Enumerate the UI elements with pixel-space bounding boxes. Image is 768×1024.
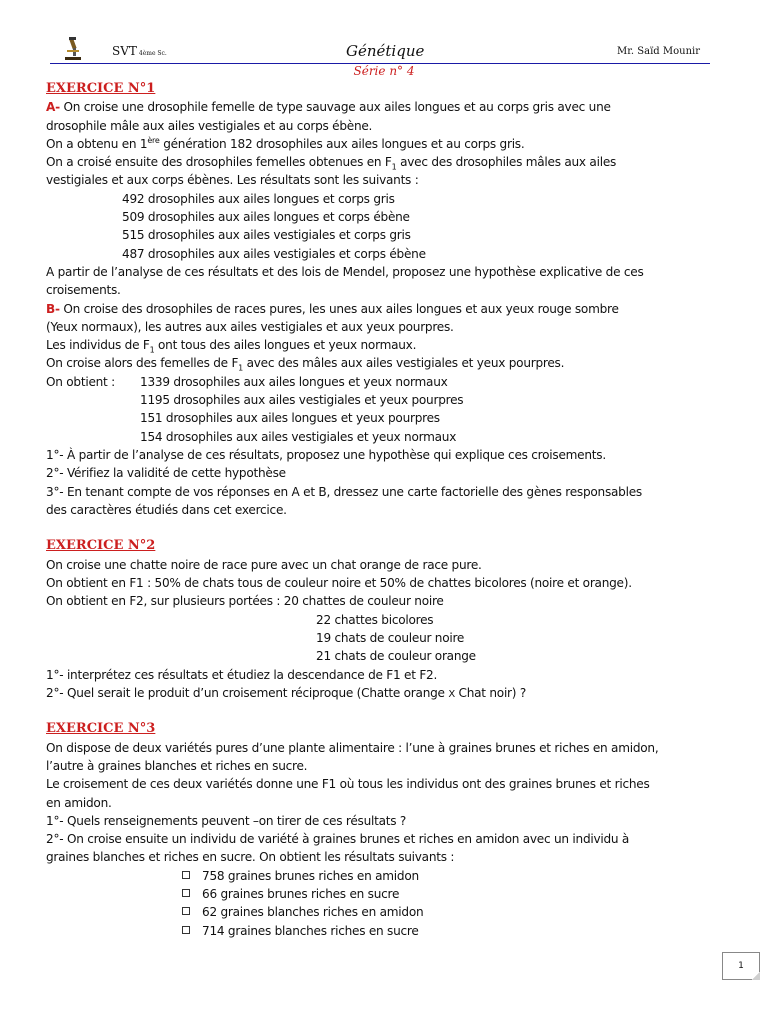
page-number: 1 — [722, 952, 760, 980]
result-item: On obtient : 1339 drosophiles aux ailes longues et yeux normaux — [46, 374, 448, 389]
exercise-2-heading: EXERCICE N°2 — [46, 538, 156, 554]
cross-symbol: X — [448, 688, 455, 700]
section-label: B- — [46, 301, 60, 316]
list-item: 62 graines blanches riches en amidon — [46, 903, 736, 921]
paragraph-line: croisements. — [46, 283, 121, 298]
question-line: des caractères étudiés dans cet exercice. — [46, 502, 287, 517]
paragraph-line: On a croisé ensuite des drosophiles femelles obtenues en $F_1$ avec des drosophiles mâles aux ailes — [46, 155, 617, 172]
page-header — [50, 36, 710, 64]
question-line: 2°- Quel serait le produit d’un croisement réciproque (Chatte orange X Chat noir) ? — [46, 685, 527, 700]
serie-label: Série n° 4 — [353, 64, 415, 78]
document-body — [46, 80, 736, 940]
question-line: 1°- À partir de l’analyse de ces résultats, proposez une hypothèse qui explique ces croisements. — [46, 447, 606, 462]
result-item: 21 chats de couleur orange — [316, 649, 476, 664]
result-item: 154 drosophiles aux ailes vestigiales et yeux normaux — [140, 429, 457, 444]
paragraph-line: On croise alors des femelles de $F_1$ avec des mâles aux ailes vestigiales et yeux pourpres. — [46, 356, 565, 373]
paragraph-line: (Yeux normaux), les autres aux ailes vestigiales et aux yeux pourpres. — [46, 319, 454, 334]
subject-label: SVT 4ème Sc. — [112, 44, 167, 58]
author-name: Mr. Saïd Mounir — [617, 46, 700, 57]
result-item: 22 chattes bicolores — [316, 612, 434, 627]
checkbox-bullet-icon — [182, 907, 190, 915]
result-item: 487 drosophiles aux ailes vestigiales et corps ébène — [122, 246, 426, 261]
result-item: 515 drosophiles aux ailes vestigiales et corps gris — [122, 228, 411, 243]
result-item: 151 drosophiles aux ailes longues et yeux pourpres — [140, 411, 440, 426]
result-item: 509 drosophiles aux ailes longues et corps ébène — [122, 210, 410, 225]
paragraph-line: A- On croise une drosophile femelle de type sauvage aux ailes longues et au corps gris avec une — [46, 100, 611, 115]
paragraph-line: l’autre à graines blanches et riches en sucre. — [46, 758, 308, 773]
page-title: Génétique — [346, 42, 425, 60]
checkbox-bullet-icon — [182, 871, 190, 879]
paragraph-line: On dispose de deux variétés pures d’une plante alimentaire : l’une à graines brunes et riches en amidon, — [46, 740, 659, 755]
list-item: 758 graines brunes riches en amidon — [46, 867, 736, 885]
question-line: 2°- On croise ensuite un individu de variété à graines brunes et riches en amidon avec un individu à — [46, 832, 630, 847]
exercise-3-heading: EXERCICE N°3 — [46, 721, 156, 737]
paragraph-line: drosophile mâle aux ailes vestigiales et au corps ébène. — [46, 118, 373, 133]
result-item: On obtient en F2, sur plusieurs portées : 20 chattes de couleur noire — [46, 594, 444, 609]
microscope-icon — [62, 36, 84, 62]
question-line: graines blanches et riches en sucre. On obtient les résultats suivants : — [46, 850, 455, 865]
question-line: 2°- Vérifiez la validité de cette hypothèse — [46, 466, 286, 481]
exercise-1-heading: EXERCICE N°1 — [46, 81, 156, 96]
paragraph-line: en amidon. — [46, 795, 112, 810]
checkbox-bullet-icon — [182, 926, 190, 934]
question-line: 1°- interprétez ces résultats et étudiez la descendance de F1 et F2. — [46, 667, 438, 682]
paragraph-line: On obtient en F1 : 50% de chats tous de couleur noire et 50% de chattes bicolores (noire et orange). — [46, 576, 632, 591]
question-line: 3°- En tenant compte de vos réponses en A et B, dressez une carte factorielle des gènes responsables — [46, 484, 642, 499]
paragraph-line: A partir de l’analyse de ces résultats et des lois de Mendel, proposez une hypothèse explicative de ces — [46, 264, 644, 279]
section-label: A- — [46, 100, 60, 115]
paragraph-line: vestigiales et aux corps ébènes. Les résultats sont les suivants : — [46, 173, 419, 188]
result-item: 1195 drosophiles aux ailes vestigiales et yeux pourpres — [140, 393, 464, 408]
result-item: 19 chats de couleur noire — [316, 630, 465, 645]
paragraph-line: On a obtenu en 1ère génération 182 drosophiles aux ailes longues et au corps gris. — [46, 135, 525, 151]
list-item: 714 graines blanches riches en sucre — [46, 922, 736, 940]
paragraph-line: Les individus de $F_1$ ont tous des ailes longues et yeux normaux. — [46, 338, 417, 355]
result-item: 492 drosophiles aux ailes longues et corps gris — [122, 191, 395, 206]
checkbox-bullet-icon — [182, 889, 190, 897]
list-item: 66 graines brunes riches en sucre — [46, 885, 736, 903]
paragraph-line: Le croisement de ces deux variétés donne une F1 où tous les individus ont des graines brunes et riches — [46, 777, 650, 792]
paragraph-line: B- On croise des drosophiles de races pures, les unes aux ailes longues et aux yeux rouge sombre — [46, 301, 619, 316]
question-line: 1°- Quels renseignements peuvent –on tirer de ces résultats ? — [46, 813, 407, 828]
paragraph-line: On croise une chatte noire de race pure avec un chat orange de race pure. — [46, 557, 482, 572]
